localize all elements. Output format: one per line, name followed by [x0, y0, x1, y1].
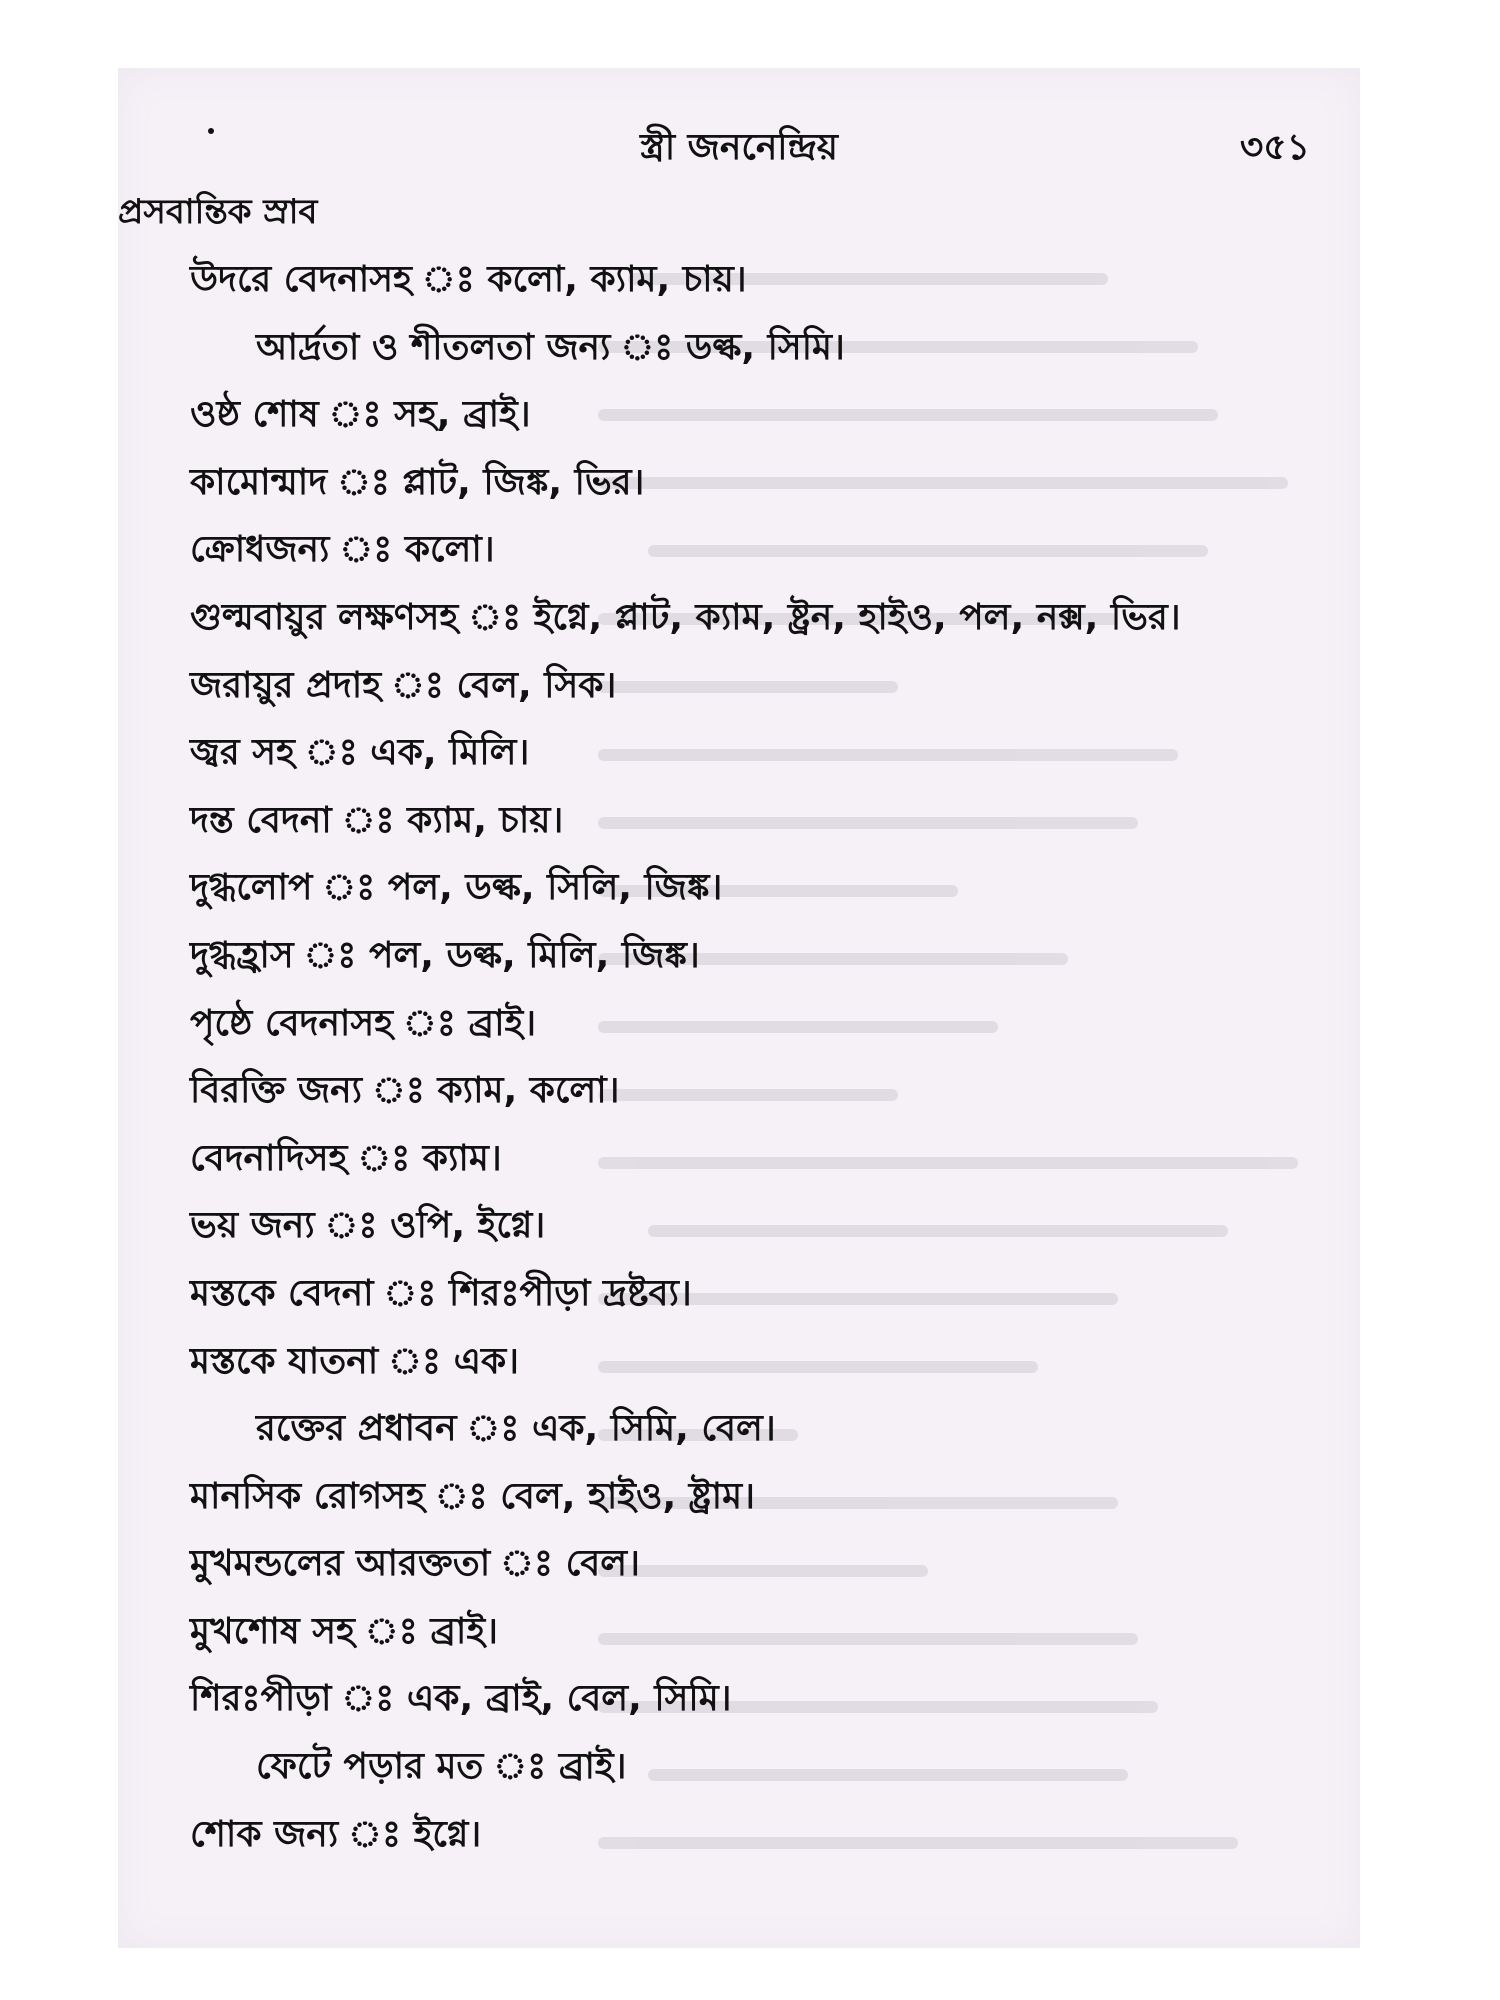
- list-item: কামোন্মাদ ঃ প্লাট, জিঙ্ক, ভির।: [190, 461, 645, 503]
- page-header: [118, 110, 1360, 170]
- book-page: [118, 68, 1360, 1948]
- list-item: ক্রোধজন্য ঃ কলো।: [190, 529, 495, 571]
- list-item: ভয় জন্য ঃ ওপি, ইগ্নে।: [190, 1205, 546, 1247]
- list-item: ওষ্ঠ শোষ ঃ সহ, ব্রাই।: [190, 394, 531, 436]
- list-item: জ্বর সহ ঃ এক, মিলি।: [190, 732, 530, 774]
- list-item: ফেটে পড়ার মত ঃ ব্রাই।: [256, 1746, 627, 1788]
- list-item: মস্তকে বেদনা ঃ শিরঃপীড়া দ্রষ্টব্য।: [190, 1272, 692, 1314]
- list-item: মস্তকে যাতনা ঃ এক।: [190, 1340, 520, 1382]
- list-item: উদরে বেদনাসহ ঃ কলো, ক্যাম, চায়।: [190, 259, 747, 300]
- list-item: মুখমন্ডলের আরক্ততা ঃ বেল।: [190, 1543, 640, 1585]
- list-item: শিরঃপীড়া ঃ এক, ব্রাই, বেল, সিমি।: [190, 1678, 732, 1720]
- running-title: স্ত্রী জননেন্দ্রিয়: [640, 127, 838, 168]
- list-item: গুল্মবায়ুর লক্ষণসহ ঃ ইগ্নে, প্লাট, ক্যাম, ষ্ট্রন, হাইও, পল, নক্স, ভির।: [190, 596, 1181, 638]
- list-item: দুগ্ধহ্রাস ঃ পল, ডল্ক, মিলি, জিঙ্ক।: [190, 934, 700, 976]
- page-number: ৩৫১: [1239, 127, 1310, 168]
- list-item: পৃষ্ঠে বেদনাসহ ঃ ব্রাই।: [190, 1002, 537, 1044]
- section-heading: প্রসবান্তিক স্রাব: [118, 192, 318, 232]
- list-item: আর্দ্রতা ও শীতলতা জন্য ঃ ডল্ক, সিমি।: [256, 326, 845, 368]
- list-item: বেদনাদিসহ ঃ ক্যাম।: [190, 1137, 502, 1179]
- list-item: জরায়ুর প্রদাহ ঃ বেল, সিক।: [190, 664, 617, 706]
- list-item: দন্ত বেদনা ঃ ক্যাম, চায়।: [190, 799, 564, 841]
- entry-list: [190, 246, 1340, 1868]
- list-item: মুখশোষ সহ ঃ ব্রাই।: [190, 1610, 498, 1652]
- list-item: মানসিক রোগসহ ঃ বেল, হাইও, ষ্ট্রাম।: [190, 1475, 755, 1517]
- list-item: বিরক্তি জন্য ঃ ক্যাম, কলো।: [190, 1070, 620, 1112]
- list-item: রক্তের প্রধাবন ঃ এক, সিমি, বেল।: [256, 1408, 776, 1450]
- list-item: দুগ্ধলোপ ঃ পল, ডল্ক, সিলি, জিঙ্ক।: [190, 867, 723, 909]
- list-item: শোক জন্য ঃ ইগ্নে।: [190, 1813, 482, 1855]
